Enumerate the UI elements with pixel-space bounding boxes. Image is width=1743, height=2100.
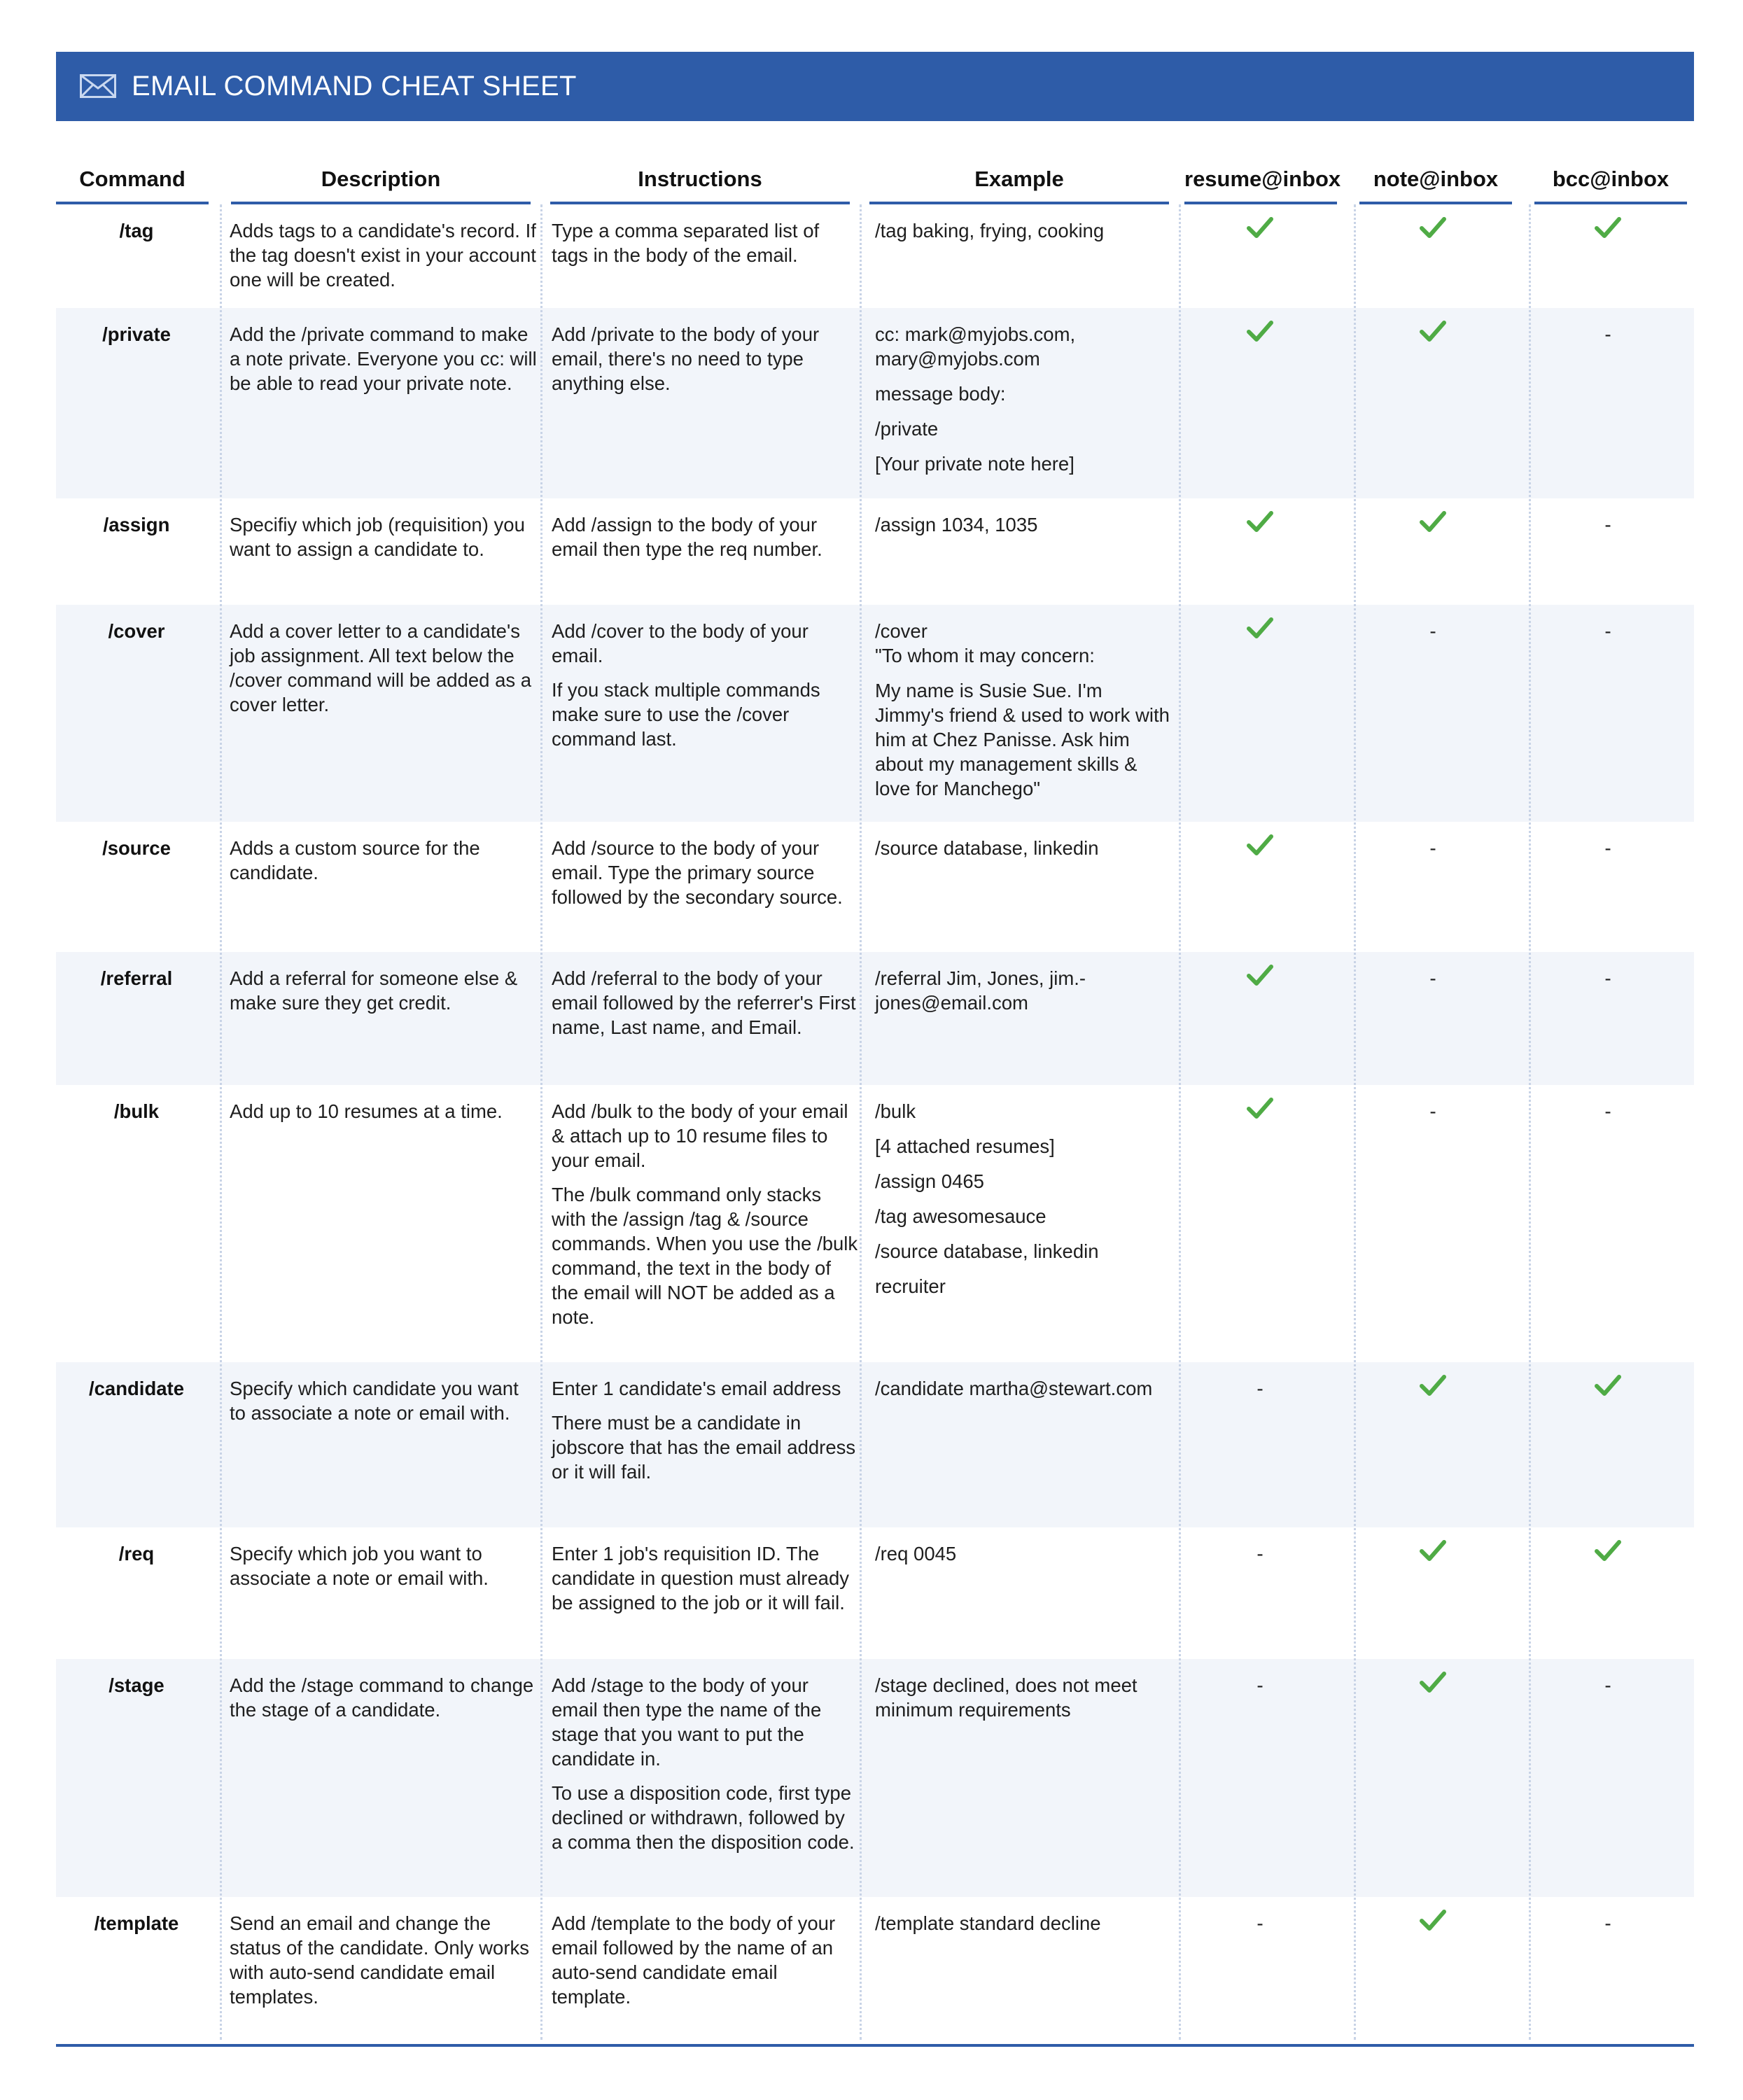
bcc-inbox-check-icon xyxy=(1534,1539,1681,1568)
example-text-paragraph: /stage declined, does not meet minimum requirements xyxy=(875,1674,1138,1721)
note-inbox-check-icon xyxy=(1359,319,1506,349)
note-inbox-dash xyxy=(1359,836,1506,860)
table-row xyxy=(56,605,1694,822)
example-text-paragraph: /tag baking, frying, cooking xyxy=(875,220,1105,241)
resume-inbox-check-icon xyxy=(1186,216,1334,245)
bcc-inbox-dash xyxy=(1534,619,1681,643)
note-inbox-check-icon xyxy=(1359,1539,1506,1568)
description-text xyxy=(230,1541,538,1600)
command-name: /cover xyxy=(108,620,165,642)
instructions-text xyxy=(552,218,860,277)
instructions-text-paragraph: To use a disposition code, first type declined or withdrawn, followed by a comma then the disposition code. xyxy=(552,1782,855,1853)
example-text xyxy=(875,836,1176,870)
note-inbox-check-icon xyxy=(1359,1373,1506,1403)
column-divider xyxy=(220,204,222,2040)
resume-inbox-check-icon xyxy=(1186,510,1334,539)
example-text-paragraph: /referral Jim, Jones, jim.- jones@email.com xyxy=(875,967,1086,1014)
example-text xyxy=(875,966,1176,1025)
command-name: /referral xyxy=(100,967,173,989)
instructions-text-paragraph: Add /private to the body of your email, there's no need to type anything else. xyxy=(552,323,820,394)
instructions-text-paragraph: Add /bulk to the body of your email & attach up to 10 resume files to your email. xyxy=(552,1100,848,1171)
example-text xyxy=(875,1099,1176,1309)
description-text-paragraph: Add the /private command to make a note private. Everyone you cc: will be able to read your private note. xyxy=(230,323,537,394)
bcc-inbox-dash xyxy=(1534,512,1681,537)
table-row xyxy=(56,952,1694,1085)
instructions-text xyxy=(552,322,860,405)
instructions-text-paragraph: Type a comma separated list of tags in the body of the email. xyxy=(552,220,820,266)
instructions-text xyxy=(552,1376,860,1494)
not-supported-dash: - xyxy=(1429,837,1436,859)
not-supported-dash: - xyxy=(1256,1378,1264,1399)
description-text-paragraph: Specify which job you want to associate a note or email with. xyxy=(230,1543,489,1589)
description-text-paragraph: Specify which candidate you want to associate a note or email with. xyxy=(230,1378,519,1424)
note-inbox-dash xyxy=(1359,1099,1506,1124)
description-text-paragraph: Send an email and change the status of the candidate. Only works with auto-send candidate email templates. xyxy=(230,1912,529,2008)
instructions-text-paragraph: Enter 1 job's requisition ID. The candidate in question must already be assigned to the job or it will fail. xyxy=(552,1543,849,1614)
bcc-inbox-dash xyxy=(1534,1673,1681,1698)
note-inbox-check-icon xyxy=(1359,216,1506,245)
not-supported-dash: - xyxy=(1256,1674,1264,1696)
example-text-paragraph: /private xyxy=(875,418,939,440)
table-row xyxy=(56,1527,1694,1659)
description-text xyxy=(230,1911,538,2019)
instructions-text xyxy=(552,619,860,761)
example-text xyxy=(875,512,1176,547)
not-supported-dash: - xyxy=(1429,1100,1436,1122)
instructions-text xyxy=(552,836,860,919)
instructions-text xyxy=(552,512,860,571)
command-name: /stage xyxy=(108,1674,164,1696)
example-text-paragraph: /bulk xyxy=(875,1100,916,1122)
note-inbox-dash xyxy=(1359,619,1506,643)
note-inbox-check-icon xyxy=(1359,510,1506,539)
example-text-paragraph: My name is Susie Sue. I'm Jimmy's friend & used to work with him at Chez Panisse. Ask him about my management skills & love for Manchego" xyxy=(875,680,1170,799)
example-text-paragraph: /source database, linkedin xyxy=(875,1240,1099,1262)
bottom-rule xyxy=(56,2044,1694,2047)
command-name: /source xyxy=(102,837,171,859)
example-text-paragraph: /assign 0465 xyxy=(875,1170,984,1192)
command-name: /template xyxy=(94,1912,179,1934)
command-name: /candidate xyxy=(88,1378,184,1399)
not-supported-dash: - xyxy=(1256,1543,1264,1564)
example-text-paragraph: recruiter xyxy=(875,1275,946,1297)
description-text-paragraph: Adds a custom source for the candidate. xyxy=(230,837,480,883)
not-supported-dash: - xyxy=(1604,1100,1611,1122)
not-supported-dash: - xyxy=(1604,1674,1611,1696)
example-text-paragraph: /assign 1034, 1035 xyxy=(875,514,1038,536)
command-name: /req xyxy=(118,1543,155,1564)
not-supported-dash: - xyxy=(1604,323,1611,345)
not-supported-dash: - xyxy=(1256,1912,1264,1934)
instructions-text-paragraph: Add /stage to the body of your email then type the name of the stage that you want to put the candidate in. xyxy=(552,1674,822,1770)
command-table xyxy=(56,204,1694,2030)
example-text-paragraph: /tag awesomesauce xyxy=(875,1205,1046,1227)
not-supported-dash: - xyxy=(1429,967,1436,989)
example-text xyxy=(875,619,1176,811)
column-divider xyxy=(1354,204,1356,2040)
page-title: EMAIL COMMAND CHEAT SHEET xyxy=(132,71,577,102)
bcc-inbox-dash xyxy=(1534,1911,1681,1935)
resume-inbox-check-icon xyxy=(1186,1096,1334,1126)
title-banner xyxy=(56,52,1694,121)
instructions-text xyxy=(552,1099,860,1339)
example-text-paragraph: /template standard decline xyxy=(875,1912,1101,1934)
instructions-text-paragraph: If you stack multiple commands make sure to use the /cover command last. xyxy=(552,679,820,750)
header-instructions: Instructions xyxy=(550,154,850,204)
example-text-paragraph: [4 attached resumes] xyxy=(875,1135,1055,1157)
resume-inbox-check-icon xyxy=(1186,319,1334,349)
description-text xyxy=(230,619,538,727)
command-name: /tag xyxy=(119,220,154,241)
example-text-paragraph: cc: mark@myjobs.com, mary@myjobs.com xyxy=(875,323,1076,370)
bcc-inbox-check-icon xyxy=(1534,216,1681,245)
table-row xyxy=(56,1659,1694,1897)
not-supported-dash: - xyxy=(1604,620,1611,642)
command-name: /assign xyxy=(103,514,170,536)
instructions-text xyxy=(552,966,860,1049)
column-divider xyxy=(860,204,862,2040)
instructions-text-paragraph: Add /cover to the body of your email. xyxy=(552,620,808,666)
note-inbox-dash xyxy=(1359,966,1506,990)
description-text xyxy=(230,1673,538,1732)
bcc-inbox-check-icon xyxy=(1534,1373,1681,1403)
instructions-text xyxy=(552,1541,860,1625)
header-note-inbox: note@inbox xyxy=(1359,154,1512,204)
table-row xyxy=(56,308,1694,498)
not-supported-dash: - xyxy=(1429,620,1436,642)
table-row xyxy=(56,822,1694,952)
table-header xyxy=(56,154,1694,204)
resume-inbox-dash xyxy=(1186,1911,1334,1935)
description-text xyxy=(230,322,538,405)
instructions-text-paragraph: Enter 1 candidate's email address xyxy=(552,1378,841,1399)
resume-inbox-check-icon xyxy=(1186,616,1334,645)
instructions-text xyxy=(552,1673,860,1864)
example-text-paragraph: message body: xyxy=(875,383,1006,405)
table-row xyxy=(56,1085,1694,1362)
resume-inbox-check-icon xyxy=(1186,833,1334,862)
instructions-text-paragraph: Add /referral to the body of your email followed by the referrer's First name, Last name, and Email. xyxy=(552,967,856,1038)
description-text-paragraph: Specifiy which job (requisition) you want to assign a candidate to. xyxy=(230,514,525,560)
header-command: Command xyxy=(56,154,209,204)
not-supported-dash: - xyxy=(1604,837,1611,859)
description-text xyxy=(230,1099,538,1133)
description-text xyxy=(230,218,538,302)
description-text xyxy=(230,966,538,1025)
description-text-paragraph: Add up to 10 resumes at a time. xyxy=(230,1100,503,1122)
description-text xyxy=(230,512,538,571)
description-text-paragraph: Add a referral for someone else & make sure they get credit. xyxy=(230,967,518,1014)
instructions-text-paragraph: Add /template to the body of your email followed by the name of an auto-send candidate email template. xyxy=(552,1912,836,2008)
envelope-icon xyxy=(80,74,116,98)
description-text-paragraph: Add the /stage command to change the stage of a candidate. xyxy=(230,1674,534,1721)
description-text xyxy=(230,1376,538,1435)
example-text xyxy=(875,1911,1176,1945)
table-row xyxy=(56,498,1694,605)
instructions-text-paragraph: Add /assign to the body of your email then type the req number. xyxy=(552,514,822,560)
example-text-paragraph: /req 0045 xyxy=(875,1543,957,1564)
not-supported-dash: - xyxy=(1604,1912,1611,1934)
resume-inbox-check-icon xyxy=(1186,963,1334,993)
description-text xyxy=(230,836,538,895)
example-text-paragraph: /candidate martha@stewart.com xyxy=(875,1378,1153,1399)
header-bcc-inbox: bcc@inbox xyxy=(1534,154,1687,204)
example-text xyxy=(875,1376,1176,1410)
table-row xyxy=(56,204,1694,308)
bcc-inbox-dash xyxy=(1534,322,1681,346)
note-inbox-check-icon xyxy=(1359,1670,1506,1700)
example-text-paragraph: [Your private note here] xyxy=(875,453,1074,475)
example-text-paragraph: /cover "To whom it may concern: xyxy=(875,620,1095,666)
example-text-paragraph: /source database, linkedin xyxy=(875,837,1099,859)
command-name: /bulk xyxy=(113,1100,160,1122)
column-divider xyxy=(540,204,542,2040)
bcc-inbox-dash xyxy=(1534,836,1681,860)
instructions-text-paragraph: The /bulk command only stacks with the /assign /tag & /source commands. When you use the /bulk command, the text in the body of the email will NOT be added as a note. xyxy=(552,1184,858,1328)
description-text-paragraph: Adds tags to a candidate's record. If the tag doesn't exist in your account one will be created. xyxy=(230,220,536,290)
header-description: Description xyxy=(231,154,531,204)
note-inbox-check-icon xyxy=(1359,1908,1506,1938)
table-row xyxy=(56,1897,1694,2030)
description-text-paragraph: Add a cover letter to a candidate's job assignment. All text below the /cover command will be added as a cover letter. xyxy=(230,620,532,715)
instructions-text-paragraph: Add /source to the body of your email. Type the primary source followed by the secondary source. xyxy=(552,837,843,908)
table-row xyxy=(56,1362,1694,1527)
instructions-text-paragraph: There must be a candidate in jobscore that has the email address or it will fail. xyxy=(552,1412,856,1483)
example-text xyxy=(875,1673,1176,1732)
instructions-text xyxy=(552,1911,860,2019)
column-divider xyxy=(1529,204,1531,2040)
header-resume-inbox: resume@inbox xyxy=(1184,154,1337,204)
example-text xyxy=(875,1541,1176,1576)
bcc-inbox-dash xyxy=(1534,1099,1681,1124)
example-text xyxy=(875,218,1176,253)
command-name: /private xyxy=(102,323,171,345)
resume-inbox-dash xyxy=(1186,1541,1334,1566)
not-supported-dash: - xyxy=(1604,514,1611,536)
not-supported-dash: - xyxy=(1604,967,1611,989)
resume-inbox-dash xyxy=(1186,1376,1334,1401)
header-example: Example xyxy=(869,154,1169,204)
resume-inbox-dash xyxy=(1186,1673,1334,1698)
bcc-inbox-dash xyxy=(1534,966,1681,990)
column-divider xyxy=(1179,204,1181,2040)
example-text xyxy=(875,322,1176,486)
